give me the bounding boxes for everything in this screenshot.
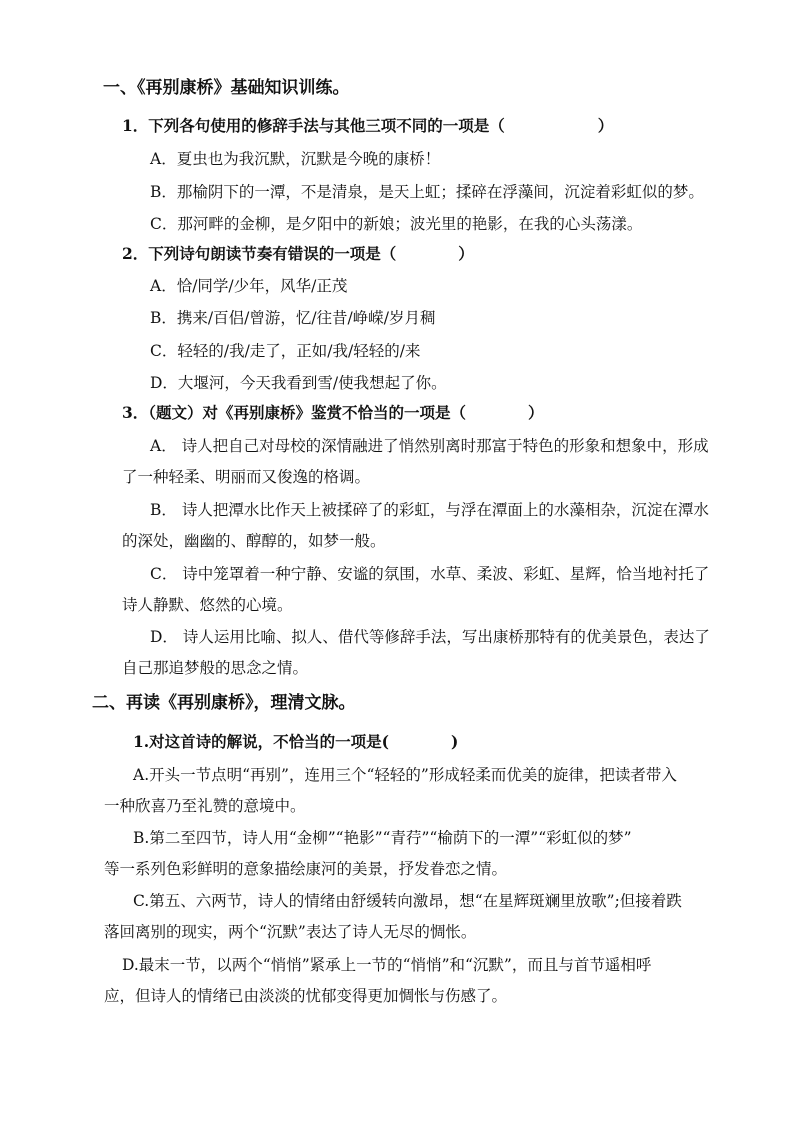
question-1-option-a: A．夏虫也为我沉默，沉默是今晚的康桥！ (150, 150, 441, 168)
section2-option-a-line2: 一种欣喜乃至礼赞的意境中。 (104, 797, 306, 815)
question-3-option-c-line1: C． 诗中笼罩着一种宁静、安谧的氛围，水草、柔波、彩虹、星辉，恰当地衬托了 (150, 565, 710, 583)
question-3-option-c-line2: 诗人静默、悠然的心境。 (122, 596, 293, 614)
section2-option-b-line1: B.第二至四节，诗人用“金柳”“艳影”“青荇”“榆荫下的一潭”“彩虹似的梦” (133, 829, 632, 847)
question-3-option-d-line2: 自己那追梦般的思念之情。 (122, 659, 309, 677)
question-3-stem: 3．（题文）对《再别康桥》鉴赏不恰当的一项是（ ） (122, 403, 544, 422)
question-1-stem: 1．下列各句使用的修辞手法与其他三项不同的一项是（ ） (122, 116, 614, 135)
section2-question-1-stem: 1.对这首诗的解说，不恰当的一项是( ) (133, 732, 459, 751)
question-3-option-b-line1: B． 诗人把潭水比作天上被揉碎了的彩虹，与浮在潭面上的水藻相杂，沉淀在潭水 (150, 501, 709, 519)
section2-option-a-line1: A.开头一节点明“再别”，连用三个“轻轻的”形成轻柔而优美的旋律，把读者带入 (133, 766, 677, 784)
section2-option-c-line2: 落回离别的现实，两个“沉默”表达了诗人无尽的惆怅。 (104, 923, 477, 941)
section2-option-d-line2: 应，但诗人的情绪已由淡淡的忧郁变得更加惆怅与伤感了。 (104, 987, 508, 1005)
section2-option-c-line1: C.第五、六两节，诗人的情绪由舒缓转向激昂，想“在星辉斑斓里放歌”;但接着跌 (133, 892, 682, 910)
question-2-option-d: D．大堰河，今天我看到雪/使我想起了你。 (150, 374, 447, 392)
question-2-stem: 2．下列诗句朗读节奏有错误的一项是（ ） (122, 244, 474, 263)
question-2-option-b: B．携来/百侣/曾游，忆/往昔/峥嵘/岁月稠 (150, 309, 436, 327)
section2-title: 二、再读《再别康桥》，理清文脉。 (92, 693, 356, 713)
section2-option-b-line2: 等一系列色彩鲜明的意象描绘康河的美景，抒发眷恋之情。 (104, 860, 508, 878)
section1-title: 一、《再别康桥》基础知识训练。 (103, 78, 350, 98)
question-3-option-d-line1: D． 诗人运用比喻、拟人、借代等修辞手法，写出康桥那特有的优美景色，表达了 (150, 628, 710, 646)
question-1-option-b: B．那榆阴下的一潭，不是清泉，是天上虹；揉碎在浮藻间，沉淀着彩虹似的梦。 (150, 183, 704, 201)
question-2-option-c: C．轻轻的/我/走了，正如/我/轻轻的/来 (150, 342, 421, 360)
question-2-option-a: A．恰/同学/少年，风华/正茂 (150, 277, 348, 295)
question-1-option-c: C．那河畔的金柳，是夕阳中的新娘；波光里的艳影，在我的心头荡漾。 (150, 215, 643, 233)
question-3-option-b-line2: 的深处，幽幽的、醇醇的，如梦一般。 (122, 532, 386, 550)
section2-option-d-line1: D.最末一节，以两个“悄悄”紧承上一节的“悄悄”和“沉默”，而且与首节遥相呼 (122, 956, 652, 974)
question-3-option-a-line1: A． 诗人把自己对母校的深情融进了悄然别离时那富于特色的形象和想象中，形成 (150, 437, 709, 455)
question-3-option-a-line2: 了一种轻柔、明丽而又俊逸的格调。 (122, 468, 371, 486)
